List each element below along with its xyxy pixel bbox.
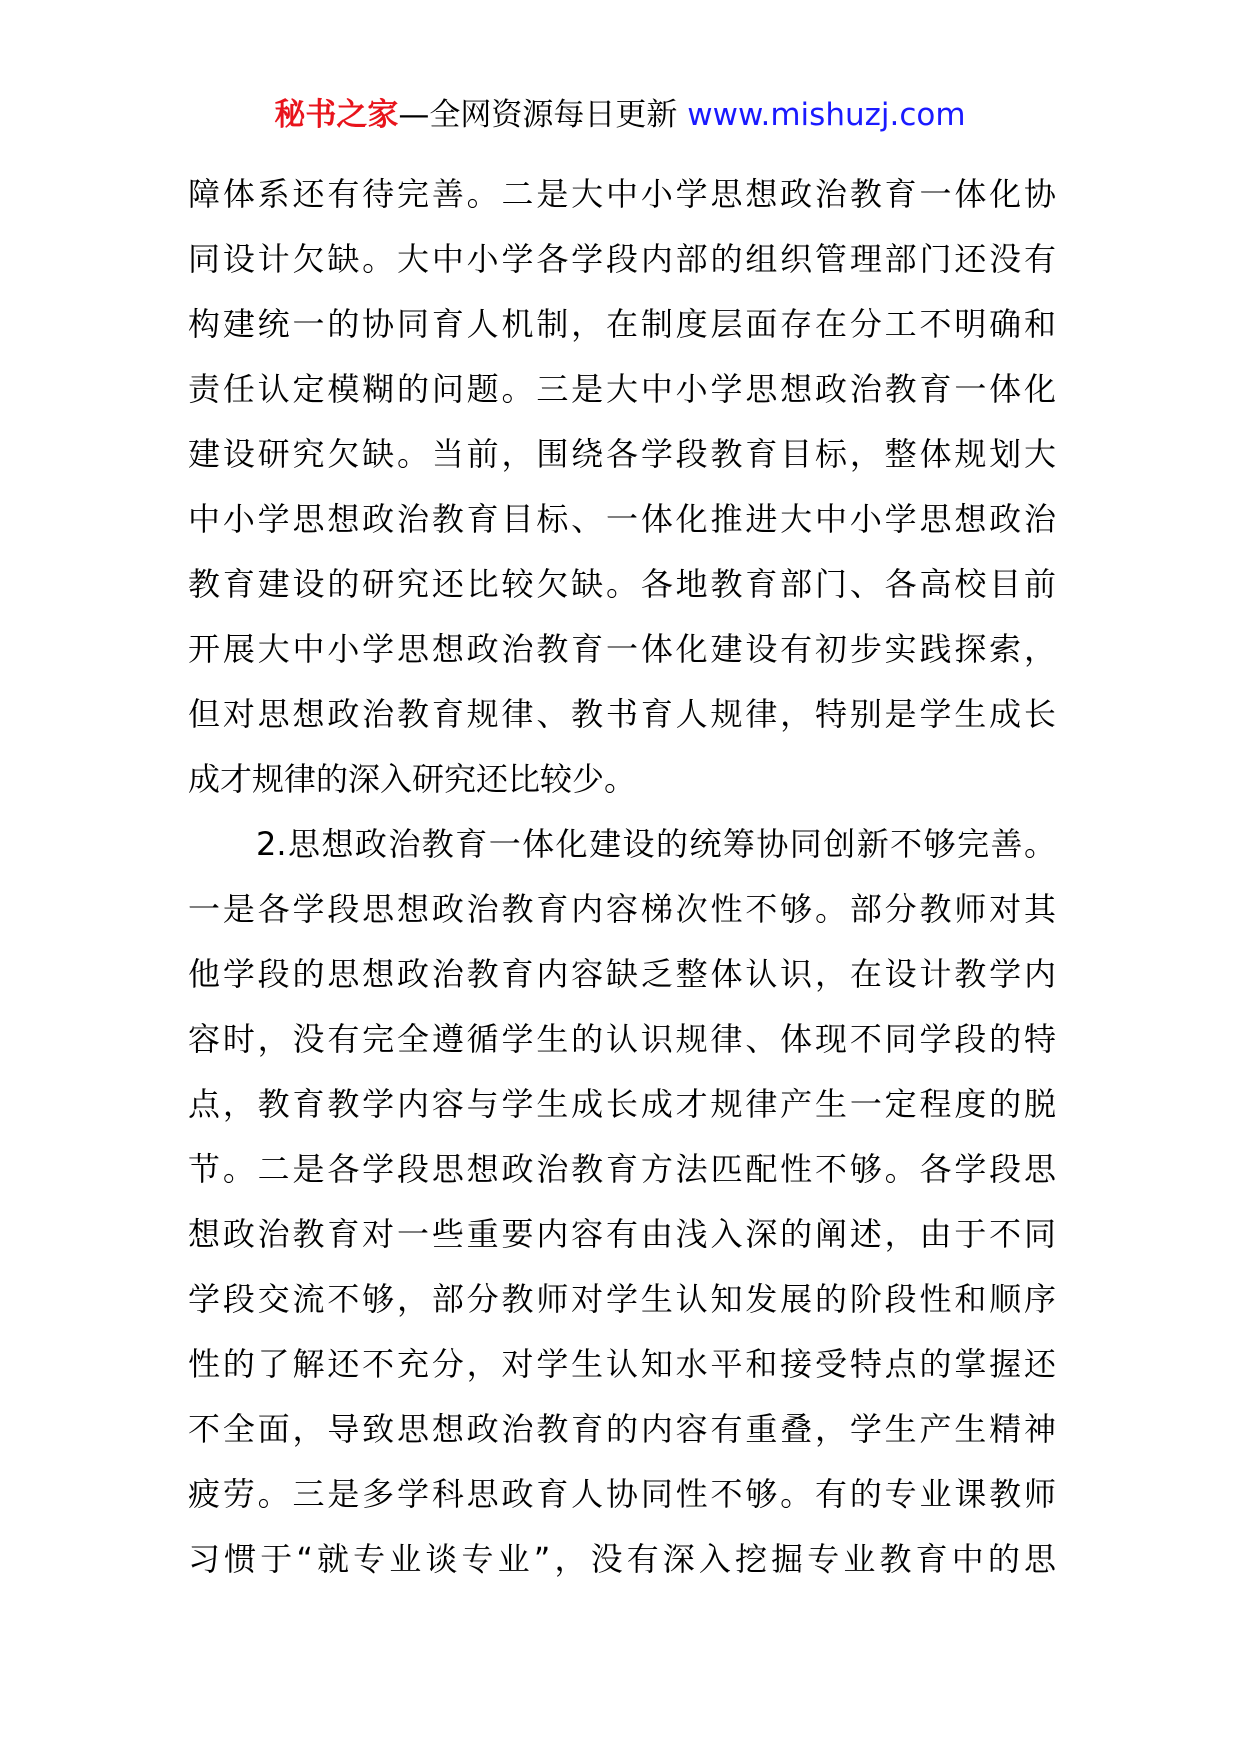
text-line: 责任认定模糊的问题。三是大中小学思想政治教育一体化 xyxy=(188,370,1056,408)
paragraph-end-line: 成才规律的深入研究还比较少。 xyxy=(188,760,637,798)
text-line: 点，教育教学内容与学生成长成才规律产生一定程度的脱 xyxy=(188,1085,1056,1123)
text-line: 节。二是各学段思想政治教育方法匹配性不够。各学段思 xyxy=(188,1150,1056,1188)
text-line: 容时，没有完全遵循学生的认识规律、体现不同学段的特 xyxy=(188,1020,1056,1058)
text-line: 学段交流不够，部分教师对学生认知发展的阶段性和顺序 xyxy=(188,1280,1056,1318)
website-url[interactable]: www.mishuzj.com xyxy=(687,97,966,133)
text-line: 想政治教育对一些重要内容有由浅入深的阐述，由于不同 xyxy=(188,1215,1056,1253)
section-heading-line: 2.思想政治教育一体化建设的统筹协同创新不够完善。 xyxy=(256,825,1056,863)
page-header xyxy=(0,95,1240,135)
document-body xyxy=(188,162,1056,1592)
text-line: 开展大中小学思想政治教育一体化建设有初步实践探索， xyxy=(188,630,1056,668)
text-line: 但对思想政治教育规律、教书育人规律，特别是学生成长 xyxy=(188,695,1056,733)
text-line: 同设计欠缺。大中小学各学段内部的组织管理部门还没有 xyxy=(188,240,1056,278)
brand-name: 秘书之家 xyxy=(274,97,399,133)
text-line: 教育建设的研究还比较欠缺。各地教育部门、各高校目前 xyxy=(188,565,1056,603)
text-line: 中小学思想政治教育目标、一体化推进大中小学思想政治 xyxy=(188,500,1056,538)
header-tagline: —全网资源每日更新 xyxy=(398,97,688,133)
text-line: 建设研究欠缺。当前，围绕各学段教育目标，整体规划大 xyxy=(188,435,1056,473)
text-line: 不全面，导致思想政治教育的内容有重叠，学生产生精神 xyxy=(188,1410,1056,1448)
text-line: 性的了解还不充分，对学生认知水平和接受特点的掌握还 xyxy=(188,1345,1056,1383)
text-line: 习惯于“就专业谈专业”，没有深入挖掘专业教育中的思 xyxy=(188,1540,1056,1578)
text-line: 他学段的思想政治教育内容缺乏整体认识，在设计教学内 xyxy=(188,955,1056,993)
text-line: 疲劳。三是多学科思政育人协同性不够。有的专业课教师 xyxy=(188,1475,1056,1513)
text-line: 一是各学段思想政治教育内容梯次性不够。部分教师对其 xyxy=(188,890,1056,928)
text-line: 障体系还有待完善。二是大中小学思想政治教育一体化协 xyxy=(188,175,1056,213)
text-line: 构建统一的协同育人机制，在制度层面存在分工不明确和 xyxy=(188,305,1056,343)
